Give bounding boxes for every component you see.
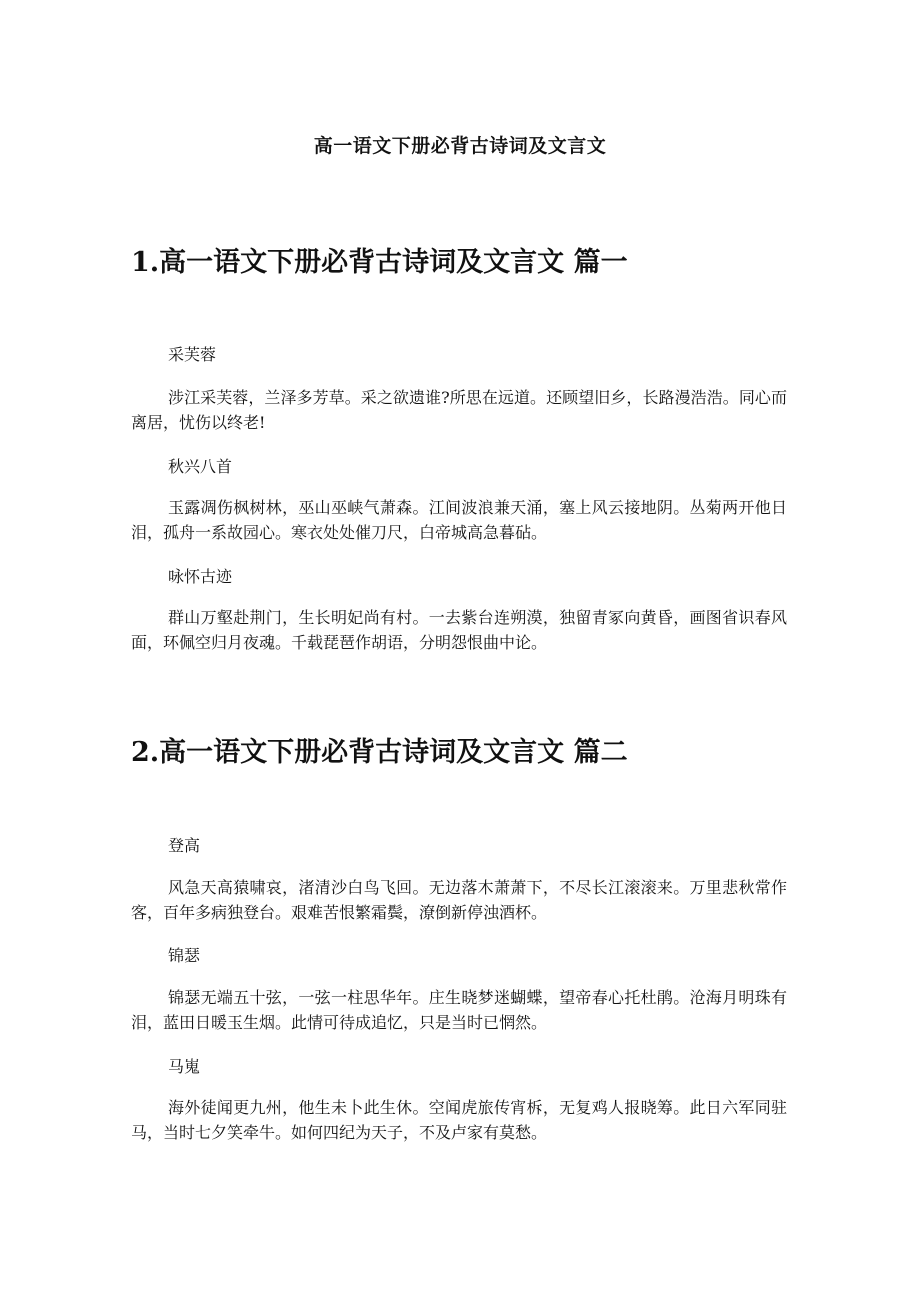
poem-title-yong-huai-gu-ji: 咏怀古迹 xyxy=(168,567,233,586)
poem-title-jin-se: 锦瑟 xyxy=(168,946,201,965)
poem-title-qiu-xing-ba-shou: 秋兴八首 xyxy=(168,457,233,476)
poem-body-ma-wei: 海外徒闻更九州，他生未卜此生休。空闻虎旅传宵柝，无复鸡人报晓筹。此日六军同驻马，当时七夕笑牵牛。如何四纪为天子，不及卢家有莫愁。 xyxy=(131,1098,787,1142)
poem-body-deng-gao: 风急天高猿啸哀，渚清沙白鸟飞回。无边落木萧萧下，不尽长江滚滚来。万里悲秋常作客，百年多病独登台。艰难苦恨繁霜鬓，潦倒新停浊酒杯。 xyxy=(131,878,787,922)
poem-body-qiu-xing-ba-shou: 玉露凋伤枫树林，巫山巫峡气萧森。江间波浪兼天涌，塞上风云接地阴。丛菊两开他日泪，孤舟一系故园心。寒衣处处催刀尺，白帝城高急暮砧。 xyxy=(131,498,787,542)
section-heading-2: 2.高一语文下册必背古诗词及文言文 篇二 xyxy=(131,737,628,768)
poem-title-deng-gao: 登高 xyxy=(168,836,201,855)
document-title: 高一语文下册必背古诗词及文言文 xyxy=(313,135,607,157)
poem-body-jin-se: 锦瑟无端五十弦，一弦一柱思华年。庄生晓梦迷蝴蝶，望帝春心托杜鹃。沧海月明珠有泪，蓝田日暖玉生烟。此情可待成追忆，只是当时已惘然。 xyxy=(131,988,787,1032)
section-heading-1: 1.高一语文下册必背古诗词及文言文 篇一 xyxy=(131,247,628,278)
poem-title-ma-wei: 马嵬 xyxy=(168,1057,201,1076)
poem-body-cai-fu-rong: 涉江采芙蓉，兰泽多芳草。采之欲遗谁?所思在远道。还顾望旧乡，长路漫浩浩。同心而离居，忧伤以终老! xyxy=(131,388,787,432)
poem-body-yong-huai-gu-ji: 群山万壑赴荆门，生长明妃尚有村。一去紫台连朔漠，独留青冢向黄昏，画图省识春风面，环佩空归月夜魂。千载琵琶作胡语，分明怨恨曲中论。 xyxy=(131,608,787,652)
poem-title-cai-fu-rong: 采芙蓉 xyxy=(168,345,217,364)
